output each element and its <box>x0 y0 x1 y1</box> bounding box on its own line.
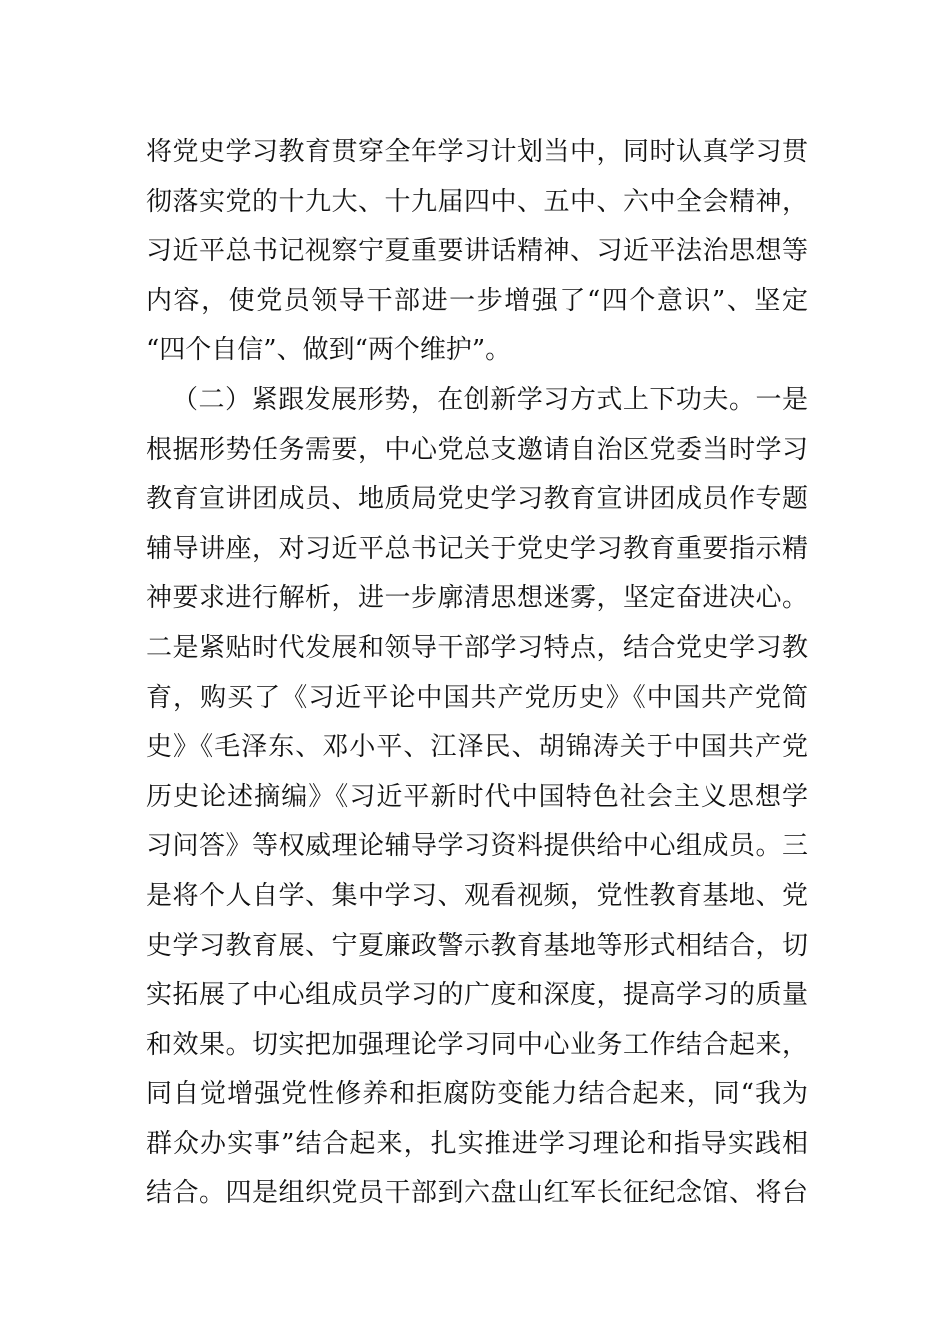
text-line: 育，购买了《习近平论中国共产党历史》《中国共产党简 <box>146 682 808 713</box>
section-heading-line: （二）紧跟发展形势，在创新学习方式上下功夫。一是 <box>172 384 808 415</box>
text-line: 习近平总书记视察宁夏重要讲话精神、习近平法治思想等 <box>146 236 808 267</box>
text-line: 神要求进行解析，进一步廓清思想迷雾，坚定奋进决心。 <box>146 583 808 614</box>
text-line: 是将个人自学、集中学习、观看视频，党性教育基地、党 <box>146 880 808 911</box>
text-line: 历史论述摘编》《习近平新时代中国特色社会主义思想学 <box>146 781 808 812</box>
text-line: 习问答》等权威理论辅导学习资料提供给中心组成员。三 <box>146 831 808 862</box>
text-line: 彻落实党的十九大、十九届四中、五中、六中全会精神， <box>146 186 808 217</box>
text-line: 二是紧贴时代发展和领导干部学习特点，结合党史学习教 <box>146 632 808 663</box>
text-line: 实拓展了中心组成员学习的广度和深度，提高学习的质量 <box>146 980 808 1011</box>
text-line: 教育宣讲团成员、地质局党史学习教育宣讲团成员作专题 <box>146 484 808 515</box>
text-line: 史》《毛泽东、邓小平、江泽民、胡锦涛关于中国共产党 <box>146 732 808 763</box>
text-line: 结合。四是组织党员干部到六盘山红军长征纪念馆、将台 <box>146 1178 808 1209</box>
body-text <box>146 128 808 1219</box>
text-line: 群众办实事”结合起来，扎实推进学习理论和指导实践相 <box>146 1128 808 1159</box>
text-line: 同自觉增强党性修养和拒腐防变能力结合起来，同“我为 <box>146 1079 808 1110</box>
text-line: 辅导讲座，对习近平总书记关于党史学习教育重要指示精 <box>146 533 808 564</box>
text-line: 内容，使党员领导干部进一步增强了“四个意识”、坚定 <box>146 285 808 316</box>
text-line: 史学习教育展、宁夏廉政警示教育基地等形式相结合，切 <box>146 930 808 961</box>
text-line: “四个自信”、做到“两个维护”。 <box>146 335 512 366</box>
text-line: 和效果。切实把加强理论学习同中心业务工作结合起来， <box>146 1029 808 1060</box>
text-line: 将党史学习教育贯穿全年学习计划当中，同时认真学习贯 <box>146 137 808 167</box>
text-line: 根据形势任务需要，中心党总支邀请自治区党委当时学习 <box>146 434 808 465</box>
